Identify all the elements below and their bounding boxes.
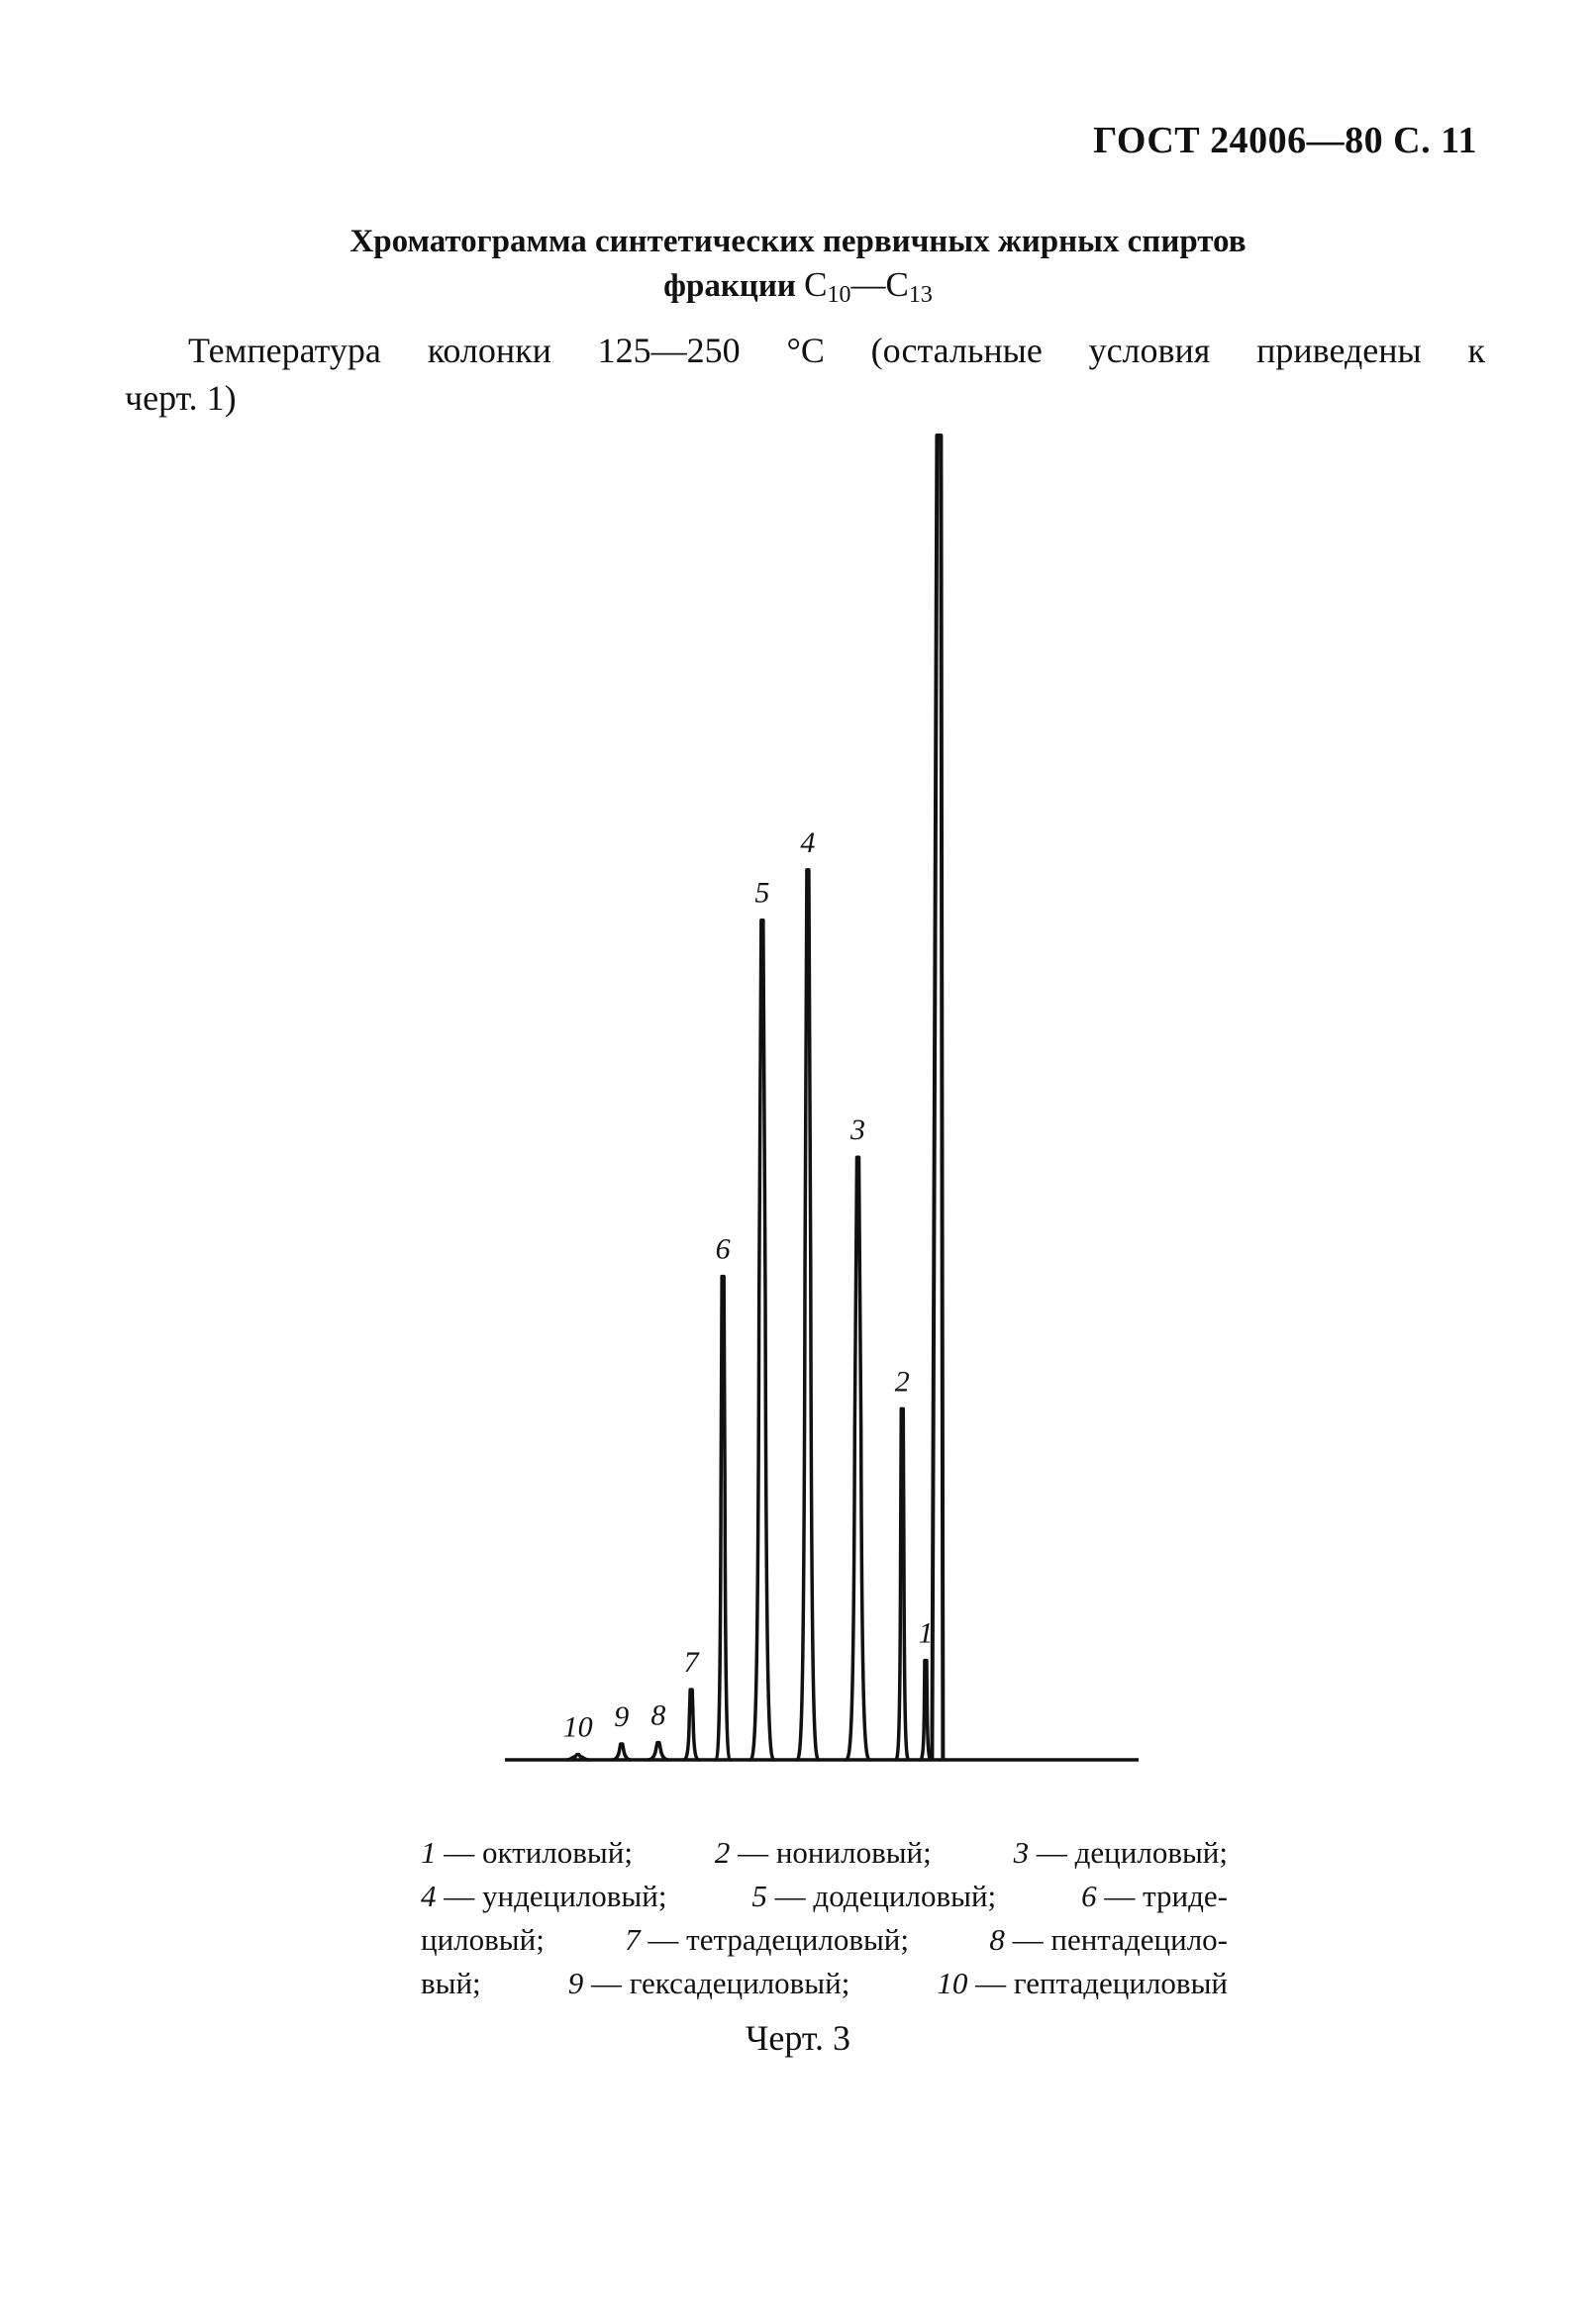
legend-item-text: — нониловый; [730, 1835, 932, 1870]
legend-item-text: — дециловый; [1029, 1835, 1228, 1870]
legend-item [715, 1831, 932, 1875]
legend-item-text: — ундециловый; [436, 1879, 667, 1913]
legend-item-number: 9 [567, 1966, 584, 2000]
peak-label-8: 8 [650, 1698, 666, 1732]
conditions-paragraph [125, 327, 1485, 422]
legend-item [568, 1962, 850, 2005]
legend-item-text: вый; [421, 1966, 481, 2000]
legend-item-number: 5 [751, 1879, 767, 1913]
peak-label-5: 5 [754, 876, 770, 910]
legend-item-number: 3 [1013, 1835, 1030, 1870]
legend-line [421, 1918, 1228, 1962]
title-c-a: С [804, 265, 828, 304]
peak-legend [421, 1831, 1228, 2005]
legend-item-number: 1 [421, 1835, 437, 1870]
peak-9 [613, 1744, 631, 1760]
legend-line [421, 1875, 1228, 1918]
title-prefix: фракции [663, 268, 805, 304]
paragraph-line-2: черт. 1) [125, 378, 237, 418]
title-dash: — [850, 265, 886, 304]
legend-item-number: 7 [625, 1922, 641, 1957]
peak-1 [920, 1661, 932, 1760]
legend-item-number: 2 [714, 1835, 731, 1870]
peak-label-6: 6 [715, 1232, 731, 1266]
peak-label-9: 9 [614, 1699, 630, 1733]
peak-3 [846, 1157, 870, 1760]
legend-item-text: — пентадецило- [1004, 1922, 1228, 1957]
figure-caption: Черт. 3 [746, 2018, 850, 2058]
figure-title [0, 220, 1596, 311]
legend-item-text: — гептадециловый [967, 1966, 1228, 2000]
legend-item [421, 1831, 633, 1875]
legend-item [989, 1918, 1228, 1962]
legend-item-number: 4 [421, 1879, 437, 1913]
legend-item-text: циловый; [421, 1922, 545, 1957]
legend-line [421, 1831, 1228, 1875]
legend-item-text: — додециловый; [766, 1879, 997, 1913]
title-sub-b: 13 [908, 282, 933, 308]
peak-6 [715, 1277, 731, 1760]
peak-5 [749, 920, 774, 1760]
legend-item-number: 10 [937, 1966, 968, 2000]
title-line-2 [0, 263, 1596, 311]
legend-item [421, 1962, 481, 2005]
peak-label-4: 4 [800, 825, 816, 859]
peak-label-10: 10 [562, 1710, 593, 1744]
legend-item-number: 6 [1081, 1879, 1097, 1913]
legend-item-text: — октиловый; [436, 1835, 633, 1870]
legend-line [421, 1962, 1228, 2005]
chromatogram [0, 416, 1596, 1801]
peak-4 [796, 870, 819, 1760]
legend-item-text: — тетрадециловый; [640, 1922, 910, 1957]
legend-item [1081, 1875, 1228, 1918]
legend-item-text: — триде- [1096, 1879, 1228, 1913]
legend-item [937, 1962, 1228, 2005]
legend-item [421, 1875, 666, 1918]
legend-item [421, 1918, 545, 1962]
title-line-1: Хроматограмма синтетических первичных жирных спиртов [349, 224, 1247, 259]
peak-7 [683, 1690, 699, 1760]
peak-label-1: 1 [918, 1616, 934, 1650]
legend-item-text: — гексадециловый; [583, 1966, 850, 2000]
peak-label-2: 2 [894, 1365, 910, 1399]
peak-label-3: 3 [849, 1114, 865, 1147]
peak-8 [648, 1743, 669, 1760]
legend-item [1014, 1831, 1228, 1875]
title-c-b: С [885, 265, 909, 304]
legend-item [751, 1875, 996, 1918]
legend-item [625, 1918, 909, 1962]
solvent-peak [932, 436, 943, 1760]
legend-item-number: 8 [989, 1922, 1005, 1957]
peak-label-7: 7 [683, 1646, 699, 1680]
page-header: ГОСТ 24006—80 С. 11 [1093, 120, 1477, 161]
peak-2 [895, 1408, 909, 1760]
title-sub-a: 10 [827, 282, 851, 308]
paragraph-line-1: Температура колонки 125—250 °С (остальные условия приведены к [188, 331, 1485, 370]
